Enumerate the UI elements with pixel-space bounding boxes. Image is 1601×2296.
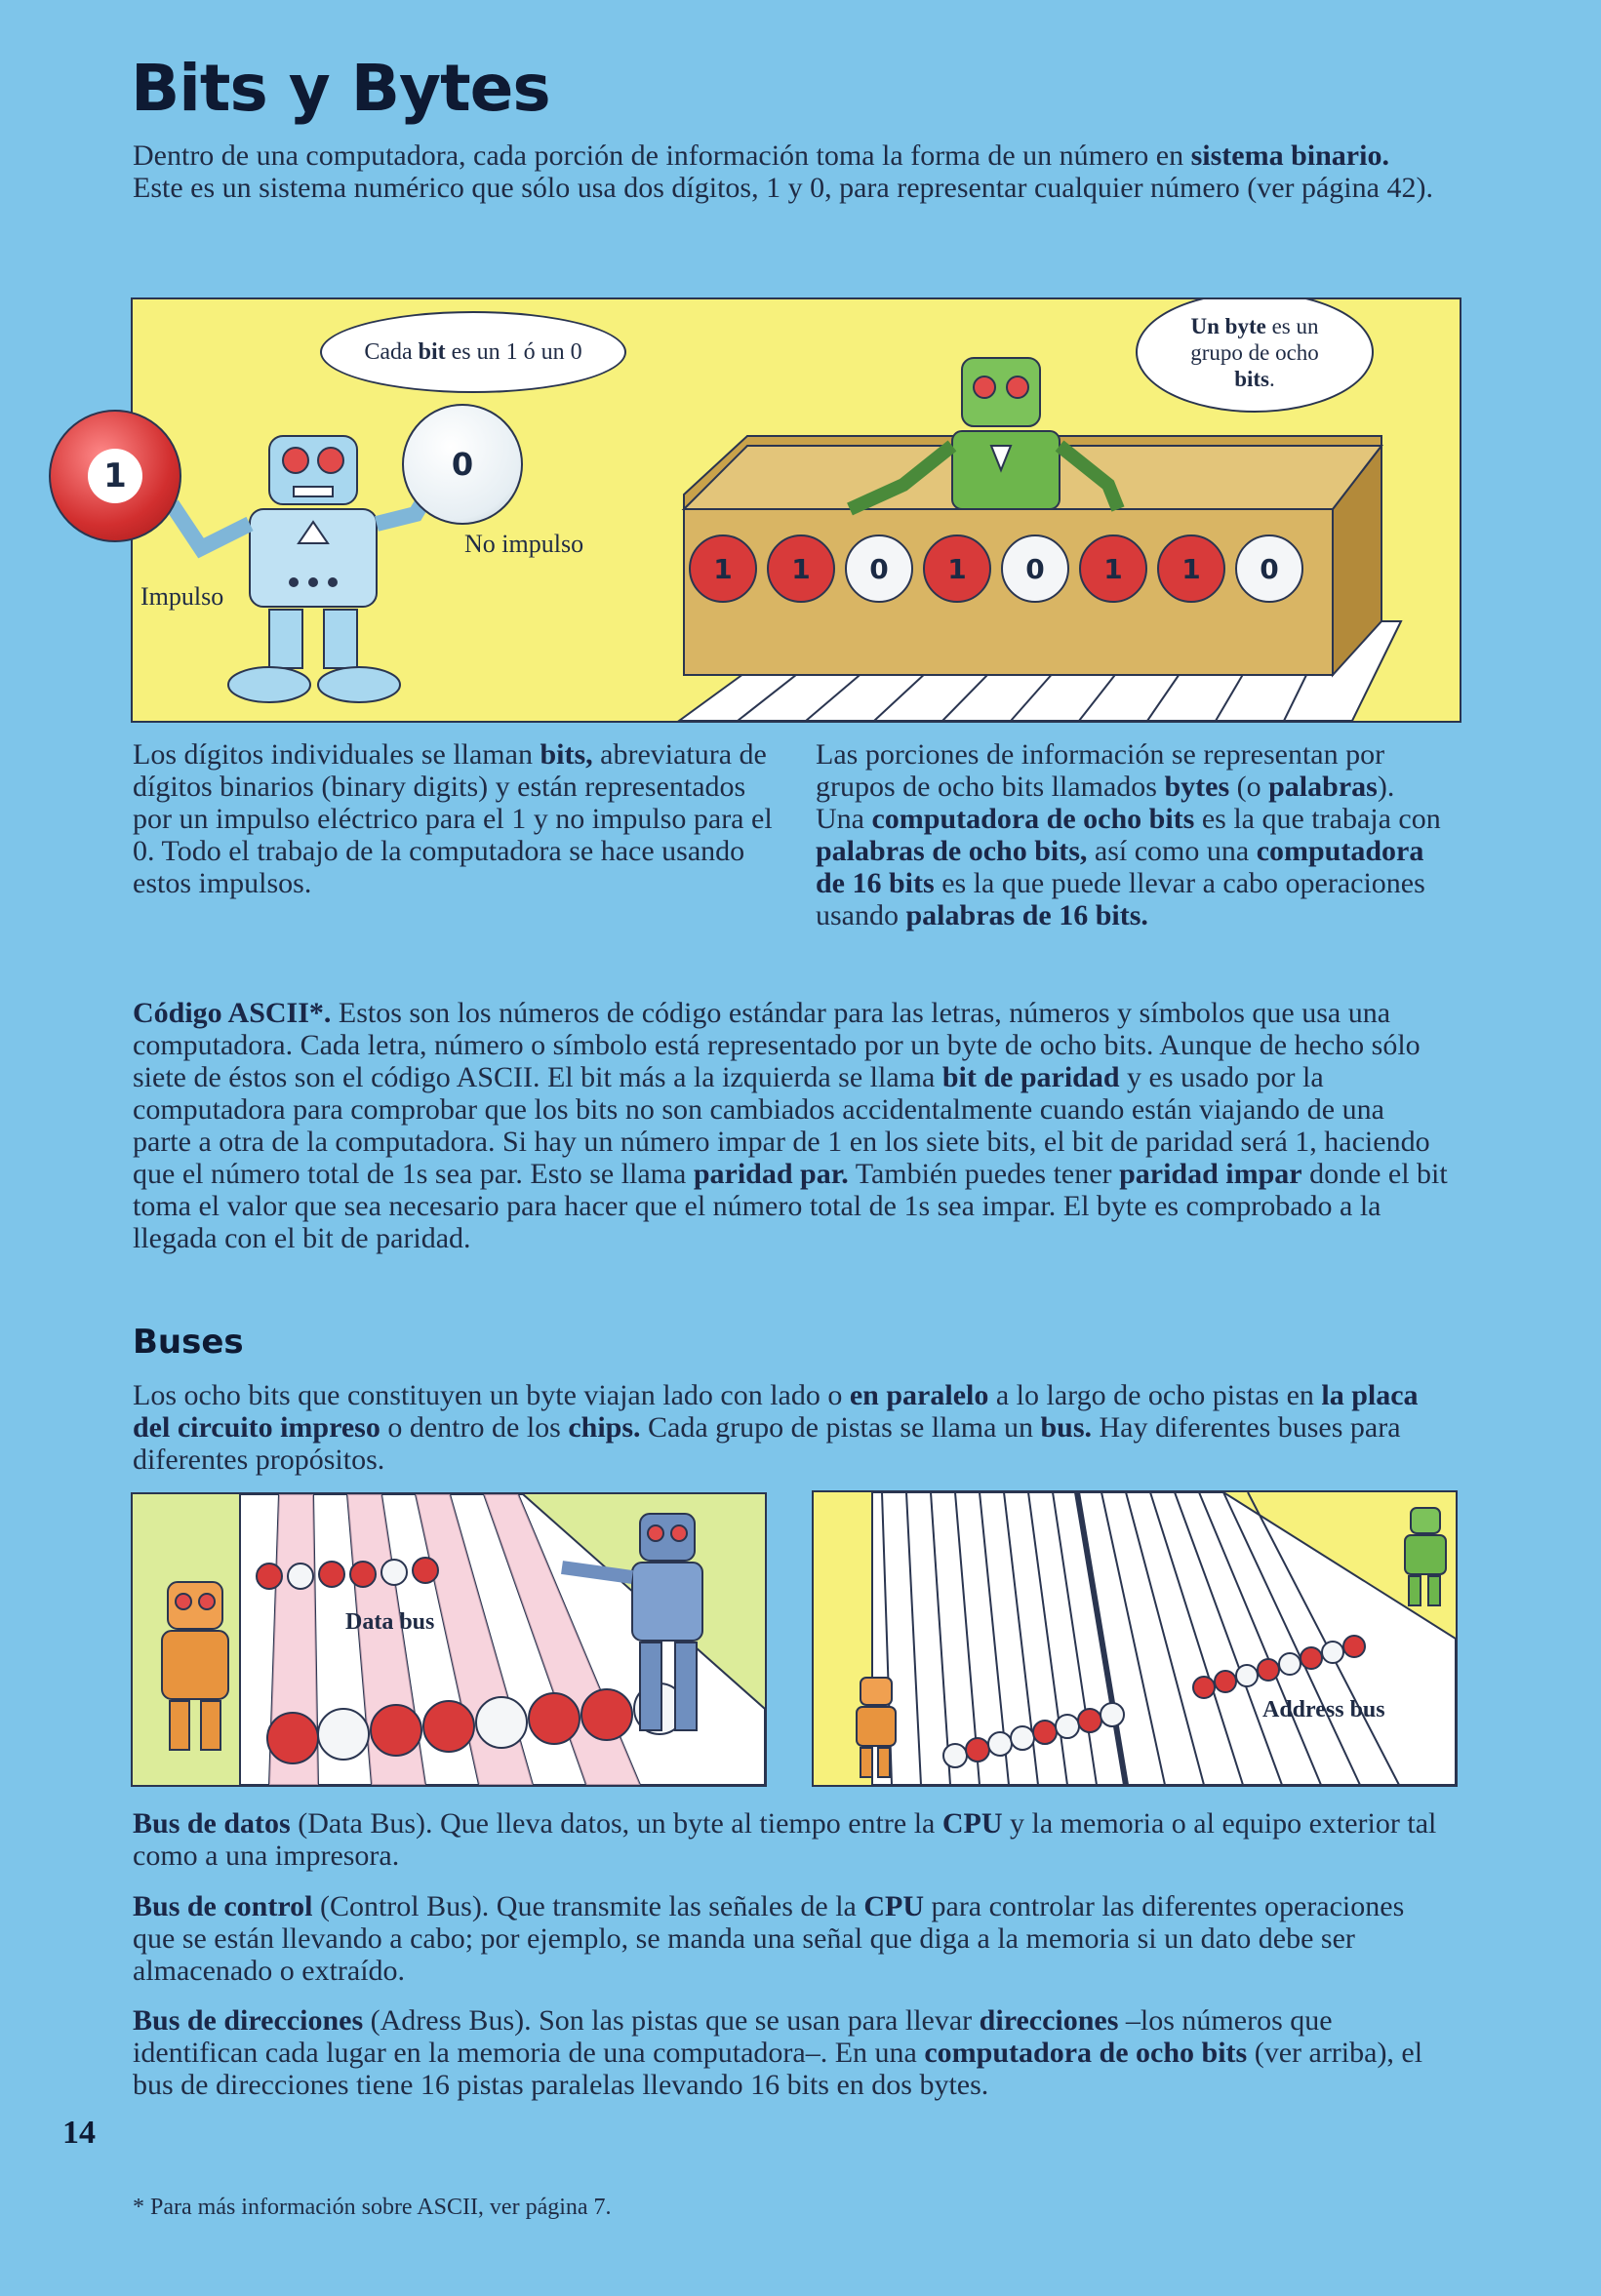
buses-text: a lo largo de ocho pistas en xyxy=(988,1379,1322,1411)
bytes-column xyxy=(816,738,1450,931)
bus-term: CPU xyxy=(863,1890,924,1922)
ascii-bold: paridad impar xyxy=(1119,1158,1302,1190)
byte-ball xyxy=(923,534,991,603)
bits-column xyxy=(133,738,777,899)
ball-zero xyxy=(402,404,523,525)
address-bus-label: Address bus xyxy=(1262,1697,1385,1722)
bubble-bold: bits xyxy=(1234,366,1270,391)
column-bold: computadora de ocho bits xyxy=(871,803,1195,835)
control-bus-description xyxy=(133,1890,1450,1987)
data-bus-illustration xyxy=(131,1492,767,1787)
bus-text: –los números que identifican cada lugar en la memoria de una computadora–. En una xyxy=(133,2004,1333,2069)
column-bold: bytes xyxy=(1164,771,1230,803)
intro-text: Este es un sistema numérico que sólo usa dos dígitos, 1 y 0, para representar cualquier número (ver página 42). xyxy=(133,172,1433,204)
bubble-text: Cada xyxy=(364,339,419,365)
bus-term: Bus de direcciones xyxy=(133,2004,364,2037)
ascii-paragraph xyxy=(133,997,1450,1254)
intro-text: Dentro de una computadora, cada porción de información toma la forma de un número en xyxy=(133,139,1191,172)
column-bold: palabras de ocho bits, xyxy=(816,835,1088,867)
buses-text: o dentro de los xyxy=(380,1411,569,1444)
column-bold: computadora de 16 bits xyxy=(816,835,1424,899)
column-text: es la que puede llevar a cabo operaciones usando xyxy=(816,867,1425,931)
bus-text: (Data Bus). Que lleva datos, un byte al tiempo entre la xyxy=(290,1807,942,1840)
address-bus-art xyxy=(814,1492,1456,1785)
binary-illustration xyxy=(131,297,1461,723)
column-text: Las porciones de información se representan por grupos de ocho bits llamados xyxy=(816,738,1385,803)
bubble-bold: Un byte xyxy=(1190,313,1266,338)
byte-digit: 0 xyxy=(1260,552,1279,585)
data-bus-art xyxy=(133,1494,765,1785)
no-impulse-label: No impulso xyxy=(464,530,584,558)
bus-text: (Adress Bus). Son las pistas que se usan para llevar xyxy=(363,2004,980,2037)
bubble-bold: bit xyxy=(418,339,446,365)
byte-ball xyxy=(1235,534,1303,603)
bubble-text: es un 1 ó un 0 xyxy=(445,339,582,365)
column-text: ). Una xyxy=(816,771,1395,835)
column-text: así como una xyxy=(1087,835,1257,867)
bus-term: CPU xyxy=(941,1807,1003,1840)
ascii-bold: paridad par. xyxy=(693,1158,849,1190)
ascii-text: y es usado por la computadora para comprobar que los bits no son cambiados accidentalmente cuando están viajando de una parte a otra de la computadora. Si hay un número impar de 1 en los siete bits, el bit de paridad será 1, haciendo que el número total de 1s sea par. Esto se llama xyxy=(133,1061,1430,1190)
byte-ball xyxy=(845,534,913,603)
bubble-text: es un grupo de ocho xyxy=(1190,313,1319,365)
buses-heading: Buses xyxy=(133,1323,244,1362)
byte-digit: 1 xyxy=(713,552,733,585)
page-number: 14 xyxy=(62,2115,96,2151)
column-bold: palabras xyxy=(1268,771,1378,803)
bus-term: Bus de control xyxy=(133,1890,313,1922)
column-bold: palabras de 16 bits. xyxy=(905,899,1148,931)
byte-digit: 1 xyxy=(1103,552,1123,585)
buses-intro xyxy=(133,1379,1450,1476)
buses-text: Los ocho bits que constituyen un byte viajan lado con lado o xyxy=(133,1379,850,1411)
byte-digit: 0 xyxy=(869,552,889,585)
column-text: abreviatura de dígitos binarios (binary digits) y están representados por un impulso eléctrico para el 1 y no impulso para el 0. Todo el trabajo de la computadora se hace usando estos impulsos. xyxy=(133,738,773,899)
data-bus-description xyxy=(133,1807,1450,1872)
data-bus-label: Data bus xyxy=(345,1609,435,1635)
buses-text: Cada grupo de pistas se llama un xyxy=(640,1411,1041,1444)
column-text: (o xyxy=(1229,771,1269,803)
buses-bold: bus. xyxy=(1040,1411,1092,1444)
bus-term: Bus de datos xyxy=(133,1807,291,1840)
ball-digit: 0 xyxy=(451,446,474,483)
buses-text: Hay diferentes buses para diferentes propósitos. xyxy=(133,1411,1401,1476)
address-bus-illustration xyxy=(812,1490,1458,1787)
byte-ball xyxy=(689,534,757,603)
buses-bold: en paralelo xyxy=(849,1379,989,1411)
byte-digit: 1 xyxy=(791,552,811,585)
intro-bold: sistema binario. xyxy=(1190,139,1389,172)
address-bus-description xyxy=(133,2004,1450,2101)
bus-term: computadora de ocho bits xyxy=(924,2037,1248,2069)
footnote: * Para más información sobre ASCII, ver página 7. xyxy=(133,2195,612,2220)
column-text: es la que trabaja con xyxy=(1194,803,1441,835)
byte-ball xyxy=(1001,534,1069,603)
bus-text: (Control Bus). Que transmite las señales de la xyxy=(312,1890,864,1922)
column-text: Los dígitos individuales se llaman xyxy=(133,738,540,771)
byte-ball xyxy=(767,534,835,603)
byte-row xyxy=(689,534,1313,616)
page-title: Bits y Bytes xyxy=(131,51,550,126)
bus-text: (ver arriba), el bus de direcciones tiene 16 pistas paralelas llevando 16 bits en dos bytes. xyxy=(133,2037,1423,2101)
byte-digit: 1 xyxy=(947,552,967,585)
byte-digit: 0 xyxy=(1025,552,1045,585)
byte-digit: 1 xyxy=(1181,552,1201,585)
column-bold: bits, xyxy=(540,738,593,771)
buses-bold: chips. xyxy=(568,1411,641,1444)
intro-paragraph xyxy=(133,139,1440,204)
bubble-text: . xyxy=(1269,366,1275,391)
bus-text: y la memoria o al equipo exterior tal como a una impresora. xyxy=(133,1807,1437,1872)
buses-bold: la placa del circuito impreso xyxy=(133,1379,1419,1444)
ball-digit: 1 xyxy=(88,449,142,503)
bus-text: para controlar las diferentes operaciones que se están llevando a cabo; por ejemplo, se manda una señal que diga a la memoria si un dato debe ser almacenado o extraído. xyxy=(133,1890,1405,1987)
ascii-bold: Código ASCII*. xyxy=(133,997,332,1029)
ascii-text: Estos son los números de código estándar para las letras, números y símbolos que usa una computadora. Cada letra, número o símbolo está representado por un byte de ocho bits. Aunque de hecho sólo siete de éstos son el código ASCII. El bit más a la izquierda se llama xyxy=(133,997,1421,1093)
ascii-bold: bit de paridad xyxy=(941,1061,1120,1093)
speech-bubble-bit xyxy=(320,311,626,393)
ascii-text: donde el bit toma el valor que sea necesario para hacer que el número total de 1s sea impar. El byte es comprobado a la llegada con el bit de paridad. xyxy=(133,1158,1448,1254)
byte-ball xyxy=(1157,534,1225,603)
bus-term: direcciones xyxy=(979,2004,1119,2037)
ascii-text: También puedes tener xyxy=(848,1158,1120,1190)
ball-one xyxy=(49,410,181,542)
impulse-label: Impulso xyxy=(140,582,224,611)
byte-ball xyxy=(1079,534,1147,603)
